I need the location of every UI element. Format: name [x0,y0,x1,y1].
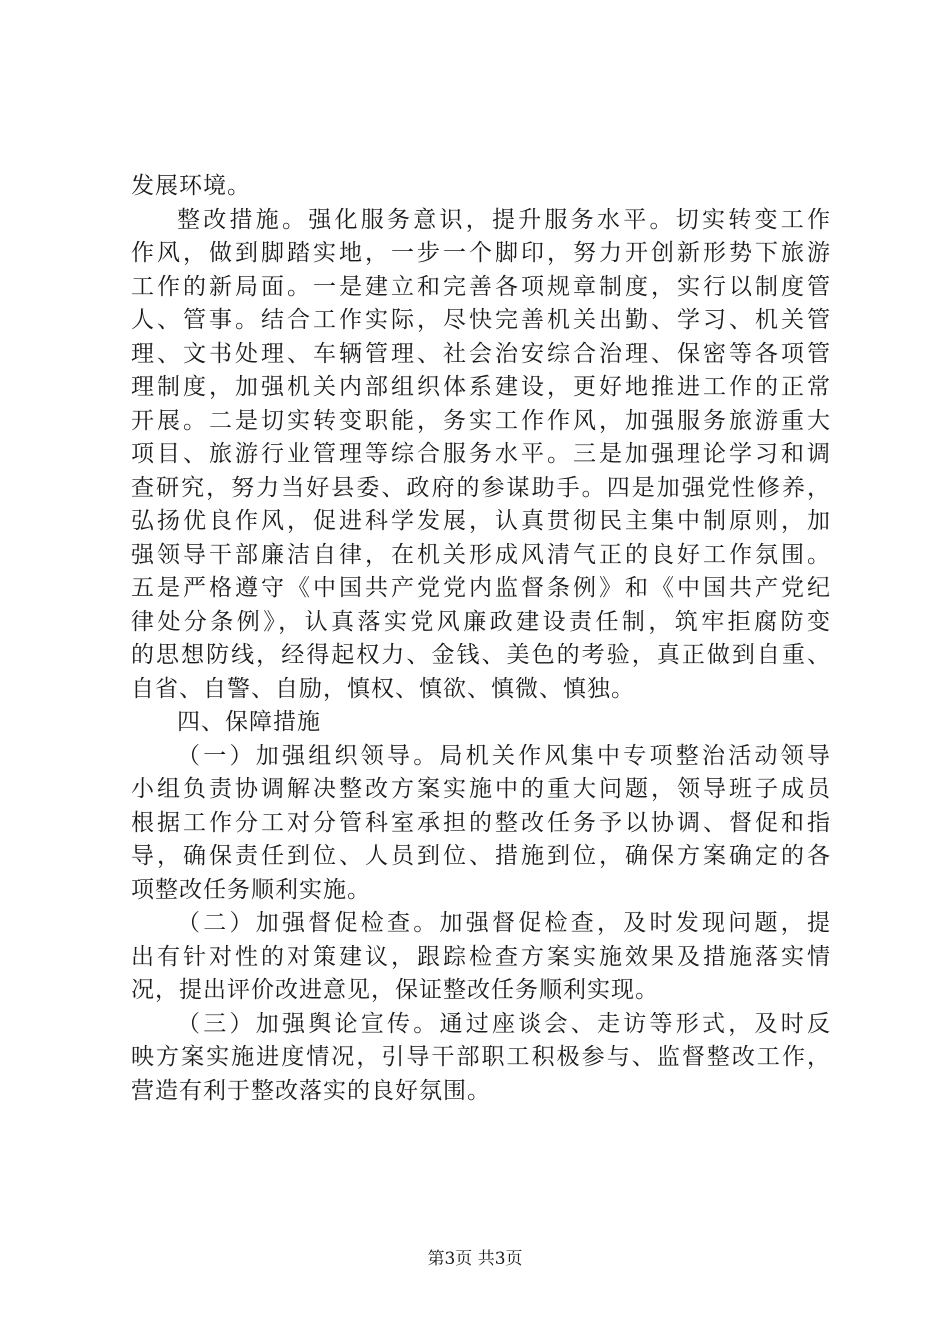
text-line: 查研究，努力当好县委、政府的参谋助手。四是加强党性修养， [131,474,831,501]
text-line: （一）加强组织领导。局机关作风集中专项整治活动领导 [177,742,831,769]
text-line: 项整改任务顺利实施。 [131,876,371,903]
text-line: （二）加强督促检查。加强督促检查，及时发现问题，提 [177,910,831,936]
text-line: 自省、自警、自励，慎权、慎欲、慎微、慎独。 [131,675,635,702]
text-line: 理制度，加强机关内部组织体系建设，更好地推进工作的正常 [131,374,831,400]
text-line: 况，提出评价改进意见，保证整改任务顺利实现。 [131,977,659,1003]
text-line: 的思想防线，经得起权力、金钱、美色的考验，真正做到自重、 [131,642,831,668]
text-line: （三）加强舆论宣传。通过座谈会、走访等形式，及时反 [177,1010,831,1037]
text-line: 导，确保责任到位、人员到位、措施到位，确保方案确定的各 [131,843,831,869]
text-line: 工作的新局面。一是建立和完善各项规章制度，实行以制度管 [131,273,831,300]
text-line: 五是严格遵守《中国共产党党内监督条例》和《中国共产党纪 [131,575,831,601]
text-line: 理、文书处理、车辆管理、社会治安综合治理、保密等各项管 [131,340,831,367]
text-line: 人、管事。结合工作实际，尽快完善机关出勤、学习、机关管 [131,307,831,333]
text-line: 营造有利于整改落实的良好氛围。 [131,1077,491,1104]
text-line: 映方案实施进度情况，引导干部职工积极参与、监督整改工作， [131,1044,831,1070]
text-line: 律处分条例》，认真落实党风廉政建设责任制，筑牢拒腐防变 [131,608,831,635]
document-body [131,170,831,1108]
text-line: 根据工作分工对分管科室承担的整改任务予以协调、督促和指 [131,809,831,836]
text-line: 发展环境。 [131,173,251,199]
text-line: 小组负责协调解决整改方案实施中的重大问题，领导班子成员 [131,776,831,802]
text-line: 作风，做到脚踏实地，一步一个脚印，努力开创新形势下旅游 [131,240,831,266]
text-line: 项目、旅游行业管理等综合服务水平。三是加强理论学习和调 [131,441,831,467]
text-line: 整改措施。强化服务意识，提升服务水平。切实转变工作 [177,206,831,233]
text-line: 四、保障措施 [177,709,321,735]
text-line: 开展。二是切实转变职能，务实工作作风，加强服务旅游重大 [131,407,831,434]
text-line: 弘扬优良作风，促进科学发展，认真贯彻民主集中制原则，加 [131,508,831,534]
text-line: 出有针对性的对策建议，跟踪检查方案实施效果及措施落实情 [131,943,831,970]
page-number-footer: 第3页 共3页 [427,1249,523,1269]
text-line: 强领导干部廉洁自律，在机关形成风清气正的良好工作氛围。 [131,541,831,568]
